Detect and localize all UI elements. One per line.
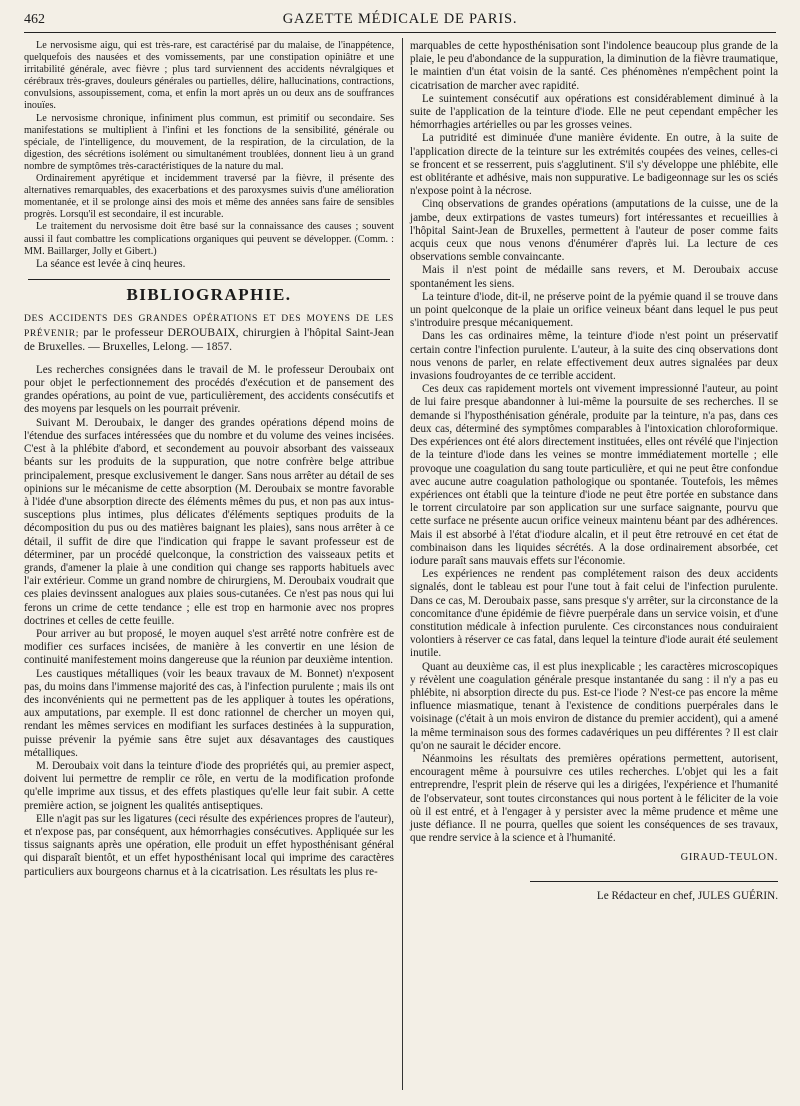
intro-paragraph: Ordinairement apyrétique et incidemment traversé par la fièvre, il présente des alternatives remarquables, des exacerbations et des paroxysmes suivis d'une amélioration momentanée, et il se prolonge ainsi des mois et même des années sans faire de sensibles progrès. Lorsqu'il est secondaire, il est incurable. <box>24 173 394 221</box>
body-paragraph: Elle n'agit pas sur les ligatures (ceci résulte des expériences propres de l'auteur), et n'expose pas, par conséquent, aux hémorrhagies consécutives. Appliquée sur les tissus saignants après une opération, elle produit un effet hyposthénisant général qui disparaît bientôt, et un effet hyposthénisant local qui imprime des caractères particuliers aux bourgeons charnus et à la cicatrisation. Les résultats les plus re- <box>24 812 394 878</box>
book-author-publisher: par le professeur DEROUBAIX, chirurgien à l'hôpital Saint-Jean de Bruxelles. — Bruxelles, Lelong. — 1857. <box>24 325 394 354</box>
author-signature: GIRAUD-TEULON. <box>680 852 778 864</box>
section-title: BIBLIOGRAPHIE. <box>126 284 292 304</box>
body-paragraph: Cinq observations de grandes opérations (amputations de la cuisse, une de la jambe, deux extirpations de vastes tumeurs) fort intéressantes et recueillies à l'hôpital Saint-Jean de Bruxelles, permettent à l'auteur de poser comme faits acquis ceux que nous venons d'énumérer d'après lui. La lecture de ces observations semble convaincante. <box>410 198 778 264</box>
column-divider <box>402 38 403 1090</box>
body-paragraph: Néanmoins les résultats des premières opérations permettent, autorisent, encouragent même à poursuivre ces utiles recherches. L'objet qui les a fait entreprendre, l'esprit plein de réserve qui les a dirigées, l'expérience et l'humanité de l'observateur, sont toutes circonstances qui nous portent à le féliciter de la voie où il est entré, et à l'engager à y persister avec la même prudence et même une juste défiance. Il ne pourra, quelles que soient les conséquences de ses travaux, que rendre service à la science et à l'humanité. <box>410 752 778 845</box>
body-paragraph: Suivant M. Deroubaix, le danger des grandes opérations dépend moins de l'étendue des surfaces intéressées que du nombre et du volume des veines incisées. C'est à la phlébite d'abord, et secondement au pouvoir absorbant des vaisseaux béants sur les produits de la suppuration, que notre confrère belge attribue principalement, presque exclusivement le danger. Sans nous arrêter au détail de ses opinions sur le mécanisme de cette absorption (M. Deroubaix se montre favorable à l'idée d'une absorption directe des éléments mêmes du pus, et non pas aux intus-susceptions plus intimes, plus délicates d'éléments septiques produits de la décomposition du pus ou des matières baignant les plaies), sans nous arrêter à ce détail, il suffit de dire que l'indication qui frappe le savant professeur est de déterminer, par un procédé quelconque, la constriction des vaisseaux petits et grands, d'amener la plaie à une condition qui change ses rapports habituels avec l'air extérieur. Comme un grand nombre de chirurgiens, M. Deroubaix voudrait que ces plaies devinssent analogues aux plaies sous-cutanées. Ce n'est pas nous qui lui ferons un crime de cette tendance ; elle est trop en harmonie avec nos propres doctrines et celles de cette feuille. <box>24 416 394 627</box>
book-heading <box>24 311 394 354</box>
left-column <box>24 40 394 879</box>
closing-line: La séance est levée à cinq heures. <box>36 257 186 270</box>
body-paragraph: Pour arriver au but proposé, le moyen auquel s'est arrêté notre confrère est de modifier ces surfaces incisées, de manière à les convertir en une lésion de continuité manifestement moins dangereuse que la réunion par deuxième intention. <box>24 627 394 667</box>
body-paragraph: Le suintement consécutif aux opérations est considérablement diminué à la suite de l'application de la teinture d'iode. Elle ne peut cependant empêcher les hémorrhagies artérielles ou par les grosses veines. <box>410 92 778 132</box>
page-header <box>24 10 776 33</box>
right-column <box>410 40 778 903</box>
intro-paragraph: Le nervosisme chronique, infiniment plus commun, est primitif ou secondaire. Ses manifestations se multiplient à l'infini et les fonctions de la sensibilité, générale ou spéciale, de l'intelligence, du mouvement, de la respiration, de la circulation, de la digestion, des sécrétions isolément ou simultanément troublées, donnent lieu à un grand nombre de symptômes très-caractéristiques de la nature du mal. <box>24 112 394 172</box>
body-paragraph: M. Deroubaix voit dans la teinture d'iode des propriétés qui, au premier aspect, doivent lui permettre de remplir ce rôle, en vertu de la modification profonde qu'elle imprime aux tissus, et des effets plastiques qu'elle leur fait subir. A cette première action, se joignent les qualités antiseptiques. <box>24 759 394 812</box>
body-paragraph: La teinture d'iode, dit-il, ne préserve point de la pyémie quand il se trouve dans un point quelconque de la plaie un orifice veineux béant dans lequel le pus peut s'introduire presque mécaniquement. <box>410 290 778 330</box>
editor-rule <box>530 881 778 882</box>
body-paragraph: Les expériences ne rendent pas complétement raison des deux accidents signalés, dont le tableau est pour l'une tout à fait celui de l'infection purulente. Dans ce cas, M. Deroubaix passe, sans presque s'y arrêter, sur la circonstance de la concomitance d'une épidémie de fièvre puerpérale dans un service voisin, et d'une constitution médicale à infection purulente. Ces circonstances nous conduiraient volontiers à réserver ce cas fatal, dans lequel la teinture d'iode aurait été seulement inutile. <box>410 568 778 660</box>
body-paragraph: Ces deux cas rapidement mortels ont vivement impressionné l'auteur, au point de lui faire presque abandonner à lui-même la poursuite de ses recherches. Il se demande si l'hyposthénisation générale, produite par la teinture, n'a pas, dans ces deux cas, déterminé des symptômes comparables à l'intoxication chloroformique. Des expériences ont été alors directement instituées, elles ont révélé que l'injection de la teinture d'iode dans les veines se montre immédiatement mortelle ; elle provoque une coagulation du sang toute particulière, et qui ne peut être confondue avec aucune autre coagulation pathologique ou spontanée. Toutefois, les mêmes expériences ont établi que la teinture d'iode ne peut être portée en substance dans le torrent circulatoire par son application sur une surface saignante, pourvu que cette surface ne présente aucun orifice veineux maintenu béant par des adhérences. Mais il est absorbé à l'état d'iodure alcalin, et il peut être retrouvé en cet état de combinaison dans les liquides sécrétés. A la dose ordinairement absorbée, cet iodure paraît sans mauvais effets sur l'économie. <box>410 383 778 567</box>
intro-paragraph: Le traitement du nervosisme doit être basé sur la connaissance des causes ; souvent aussi il faut combattre les complications organiques qui peuvent se développer. (Comm. : MM. Baillarger, Jolly et Gibert.) <box>24 221 394 257</box>
body-paragraph: Les caustiques métalliques (voir les beaux travaux de M. Bonnet) n'exposent pas, du moins dans l'immense majorité des cas, à l'infection purulente ; mais ils ont des inconvénients qui ne permettent pas de les appliquer à toutes les opérations, aux amputations, par exemple. Il est donc rationnel de chercher un moyen qui, rendant les mêmes services en modifiant les surfaces destinées à la suppuration, puisse prévenir la pyémie sans être sujet aux désavantages des caustiques métalliques. <box>24 667 394 759</box>
body-paragraph: Mais il n'est point de médaille sans revers, et M. Deroubaix accuse spontanément les siens. <box>410 264 778 290</box>
book-title: DES ACCIDENTS DES GRANDES OPÉRATIONS ET DES MOYENS DE LES PRÉVENIR; <box>24 313 394 339</box>
body-paragraph: Les recherches consignées dans le travail de M. le professeur Deroubaix ont pour objet le perfectionnement des procédés d'exécution et de pansement des grandes opérations, au point de vue, particulièrement, des accidents consécutifs et des moyens par lesquels on les pourrait prévenir. <box>24 363 394 416</box>
editor-line: Le Rédacteur en chef, JULES GUÉRIN. <box>596 889 778 902</box>
section-rule <box>28 279 390 280</box>
body-paragraph: La putridité est diminuée d'une manière évidente. En outre, à la suite de l'application directe de la teinture sur les extrémités coupées des veines, celles-ci se froncent et se resserrent, puis s'agglutinent. S'il s'y développe une phlébite, elle est oblitérante et adhésive, mais non suppurative. Le badigeonnage sur les os sciés n'expose point à la nécrose. <box>410 132 778 198</box>
running-title: GAZETTE MÉDICALE DE PARIS. <box>282 11 518 27</box>
intro-paragraph: Le nervosisme aigu, qui est très-rare, est caractérisé par du malaise, de l'inappétence, quelquefois des nausées et des vomissements, par une constipation opiniâtre et une irritabilité générale, avec fièvre ; plus tard surviennent des accidents névralgiques et cérébraux très-graves, douleurs générales ou partielles, délire, hallucinations, contractions, convulsions, assoupissement, coma, et enfin la mort après un ou deux ans de souffrances inouïes. <box>24 40 394 112</box>
page-number: 462 <box>24 12 45 27</box>
body-paragraph: Quant au deuxième cas, il est plus inexplicable ; les caractères microscopiques y révèlent une coagulation générale presque instantanée du sang : il n'y a pas eu phlébite, ni absorption directe du pus. Est-ce l'iode ? N'est-ce pas encore la même influence miasmatique, tenant à l'existence de conditions puerpérales dans le voisinage (c'était à un mois environ de distance du premier accident), qui a amené la même terminaison sous des formes cadavériques un peu différentes ? Il est clair qu'on ne saurait le décider encore. <box>410 660 778 752</box>
body-paragraph: Dans les cas ordinaires même, la teinture d'iode n'est point un préservatif certain contre l'infection purulente. L'auteur, à la suite des cinq observations dont nous venons de parler, en relate effectivement deux autres signalées par deux invasions foudroyantes de ce terrible accident. <box>410 330 778 383</box>
body-paragraph: marquables de cette hyposthénisation sont l'indolence beaucoup plus grande de la plaie, le peu d'abondance de la suppuration, la diminution de la fièvre traumatique, le maintien d'un état voisin de la santé. Ces phénomènes n'empêchent point la cicatrisation de marcher avec rapidité. <box>410 40 778 92</box>
